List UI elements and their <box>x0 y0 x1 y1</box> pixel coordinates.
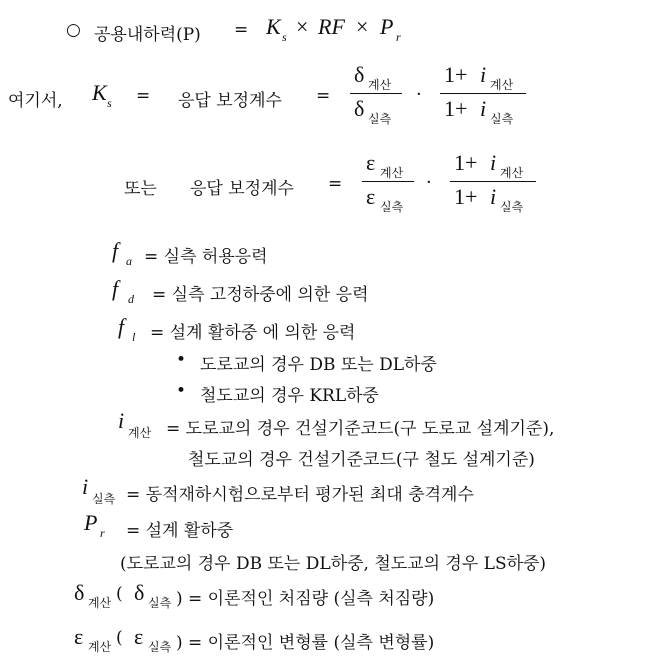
resp-eq-1: = <box>316 86 331 106</box>
eps-open: ( <box>116 628 123 648</box>
i-calc-text-2: 철도교의 경우 건설기준코드(구 철도 설계기준) <box>188 450 535 470</box>
resp-label-1: 응답 보정계수 <box>178 91 282 111</box>
eps-sub-2: 실측 <box>148 640 172 654</box>
or-label: 또는 <box>124 179 157 199</box>
times-1: × <box>296 14 309 39</box>
times-2: × <box>356 14 369 39</box>
symbol-p: P <box>380 14 394 39</box>
bullet-1: • <box>176 350 187 370</box>
ip-num-i: i <box>480 62 487 87</box>
ip2-frac-bar <box>450 181 536 182</box>
delta-den: δ <box>354 96 365 121</box>
eps-den-sub: 실측 <box>380 200 404 214</box>
fd-text: = 실측 고정하중에 의한 응력 <box>152 285 369 305</box>
i-calc-text-1: = 도로교의 경우 건설기준코드(구 도로교 설계기준), <box>166 419 555 439</box>
fd-sub: d <box>128 292 134 306</box>
i-meas-text: = 동적재하시험으로부터 평가된 최대 충격계수 <box>126 485 474 505</box>
eps-sub-1: 계산 <box>88 640 112 654</box>
ip2-num-one: 1+ <box>454 150 478 175</box>
ks-sub: s <box>107 96 112 110</box>
ip-num-sub: 계산 <box>490 78 514 92</box>
bullet-2: • <box>176 381 187 401</box>
delta-sub-1: 계산 <box>88 596 112 610</box>
ip2-den-i: i <box>490 184 497 209</box>
eps-num-sub: 계산 <box>380 166 404 180</box>
ip-den-i: i <box>480 96 487 121</box>
formula-lhs: 공용내하력(P) <box>94 25 201 45</box>
eps-sym: ε <box>74 624 84 649</box>
delta-num: δ <box>354 62 365 87</box>
bullet-2-text: 철도교의 경우 KRL하중 <box>200 386 379 406</box>
where-label: 여기서, <box>8 91 63 111</box>
i-meas-sub: 실측 <box>92 492 116 506</box>
eps-frac-bar <box>362 181 414 182</box>
fa-text: = 실측 허용응력 <box>144 247 268 267</box>
delta-open: ( <box>116 584 123 604</box>
ip-den-sub: 실측 <box>490 112 514 126</box>
fa-symbol: f <box>112 238 119 263</box>
eps-num: ε <box>366 150 376 175</box>
pr-symbol: P <box>84 510 98 535</box>
pr-note: (도로교의 경우 DB 또는 DL하중, 철도교의 경우 LS하중) <box>120 554 547 574</box>
bullet-1-text: 도로교의 경우 DB 또는 DL하중 <box>200 355 437 375</box>
delta-sym: δ <box>74 580 85 605</box>
ip2-num-sub: 계산 <box>500 166 524 180</box>
fl-symbol: f <box>118 314 125 339</box>
fd-symbol: f <box>112 276 119 301</box>
delta-sub-2: 실측 <box>148 596 172 610</box>
mult-dot-1: · <box>416 84 422 105</box>
ip2-den-one: 1+ <box>454 184 478 209</box>
symbol-p-sub: r <box>396 30 401 44</box>
fl-sub: l <box>132 330 136 344</box>
ip-num-one: 1+ <box>444 62 468 87</box>
ip-frac-bar <box>440 93 526 94</box>
pr-sub: r <box>100 526 105 540</box>
symbol-k: K <box>266 14 281 39</box>
pr-text: = 설계 활하중 <box>126 521 234 541</box>
delta-sym-2: δ <box>134 580 145 605</box>
resp-label-2: 응답 보정계수 <box>190 179 294 199</box>
ip-den-one: 1+ <box>444 96 468 121</box>
formula-eq: = <box>234 20 249 40</box>
i-meas-symbol: i <box>82 474 89 499</box>
symbol-k-sub: s <box>282 30 287 44</box>
eps-sym-2: ε <box>134 624 144 649</box>
eps-den: ε <box>366 184 376 209</box>
ip2-num-i: i <box>490 150 497 175</box>
ks-symbol: K <box>92 80 107 105</box>
delta-num-sub: 계산 <box>368 78 392 92</box>
symbol-rf: RF <box>318 14 345 39</box>
i-calc-symbol: i <box>118 408 125 433</box>
delta-text: ) = 이론적인 처짐량 (실측 처짐량) <box>176 589 435 609</box>
bullet-circle: ○ <box>66 20 81 40</box>
i-calc-sub: 계산 <box>128 426 152 440</box>
mult-dot-2: · <box>426 172 432 193</box>
eps-text: ) = 이론적인 변형률 (실측 변형률) <box>176 633 435 653</box>
delta-den-sub: 실측 <box>368 112 392 126</box>
fa-sub: a <box>126 254 132 268</box>
fl-text: = 설계 활하중 에 의한 응력 <box>150 323 356 343</box>
resp-eq-2: = <box>328 174 343 194</box>
ks-eq: = <box>136 86 151 106</box>
ip2-den-sub: 실측 <box>500 200 524 214</box>
delta-frac-bar <box>350 93 402 94</box>
